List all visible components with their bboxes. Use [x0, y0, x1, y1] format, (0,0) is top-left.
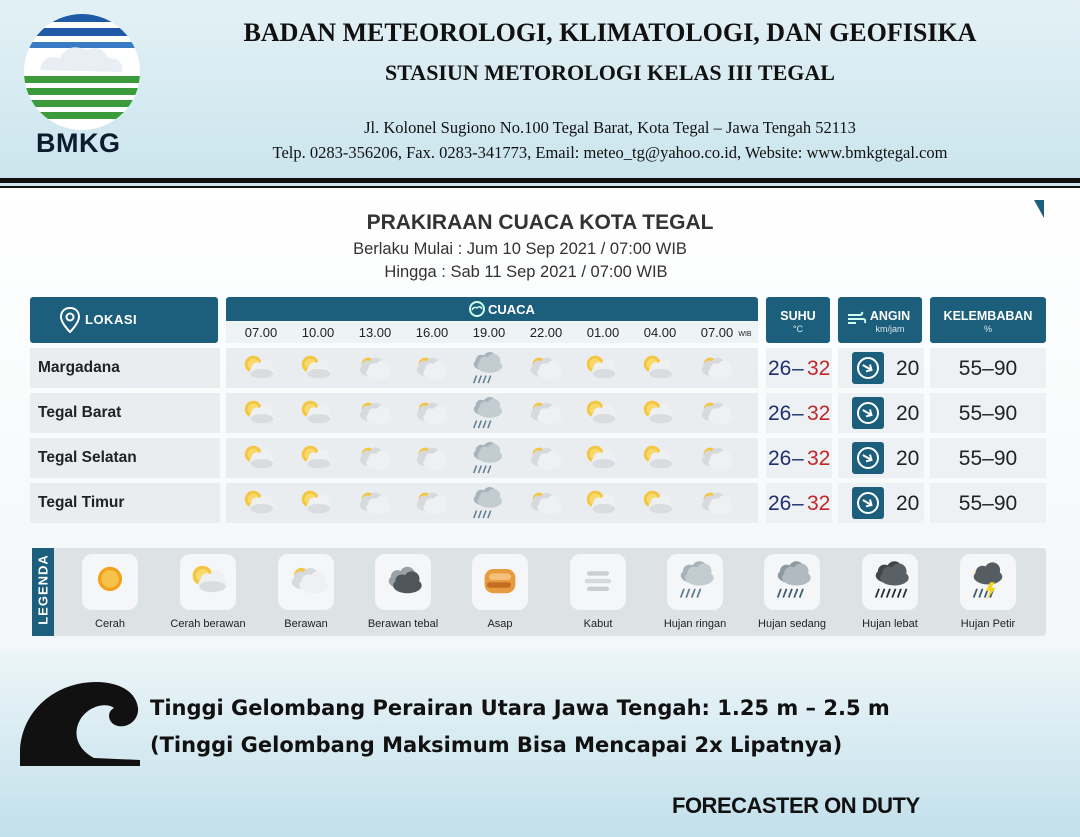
- berawan-tebal-icon: [375, 554, 431, 610]
- header-cuaca-label: CUACA: [488, 302, 535, 317]
- row-temperature: [766, 483, 832, 523]
- station-name: STASIUN METOROLOGI KELAS III TEGAL: [385, 60, 835, 85]
- berawan-icon: [694, 441, 734, 475]
- berawan-icon: [409, 441, 449, 475]
- wave-icon: [18, 676, 142, 768]
- wind-speed: 20: [896, 402, 920, 425]
- cerah-berawan-icon: [295, 396, 335, 430]
- valid-until: Hingga : Sab 11 Sep 2021 / 07:00 WIB: [384, 263, 668, 281]
- time-row: [226, 321, 758, 343]
- berawan-icon: [523, 441, 563, 475]
- cerah-berawan-icon: [238, 396, 278, 430]
- header-angin-unit: km/jam: [875, 324, 905, 334]
- location-name: Margadana: [38, 359, 120, 376]
- row-location: [30, 438, 220, 478]
- berawan-icon: [694, 351, 734, 385]
- temp-min: 26: [768, 447, 792, 470]
- letterhead: [0, 0, 1080, 178]
- cerah-berawan-icon: [295, 486, 335, 520]
- location-name: Tegal Timur: [38, 494, 125, 511]
- cerah-berawan-icon: [295, 351, 335, 385]
- hujan-petir-icon: [960, 554, 1016, 610]
- temp-max: 32: [807, 402, 831, 425]
- row-location: [30, 348, 220, 388]
- contact-info: Telp. 0283-356206, Fax. 0283-341773, Email: meteo_tg@yahoo.co.id, Website: www.bmkgtegal.com: [272, 143, 948, 162]
- berawan-icon: [694, 396, 734, 430]
- berawan-icon: [409, 351, 449, 385]
- row-wind: [838, 348, 924, 388]
- cerah-berawan-icon: [238, 486, 278, 520]
- berawan-icon: [352, 351, 392, 385]
- legend-label: Berawan tebal: [367, 618, 439, 630]
- cerah-berawan-icon: [238, 441, 278, 475]
- row-location: [30, 393, 220, 433]
- wave-max-note: (Tinggi Gelombang Maksimum Bisa Mencapai 2x Lipatnya): [150, 733, 843, 757]
- temp-max: 32: [807, 447, 831, 470]
- temp-separator: –: [792, 357, 804, 380]
- cerah-berawan-icon: [180, 554, 236, 610]
- time-label: 10.00: [301, 325, 335, 340]
- time-label: 19.00: [472, 325, 506, 340]
- berawan-icon: [523, 396, 563, 430]
- time-label: 22.00: [529, 325, 563, 340]
- legend-label: Hujan lebat: [862, 618, 918, 630]
- row-location: [30, 483, 220, 523]
- temp-separator: –: [792, 402, 804, 425]
- wind-speed: 20: [896, 447, 920, 470]
- row-wind: [838, 438, 924, 478]
- legend-label: Kabut: [583, 618, 613, 630]
- legend-tag-label: LEGENDA: [35, 554, 51, 625]
- header-lokasi: [30, 297, 218, 343]
- cerah-berawan-icon: [637, 351, 677, 385]
- weather-icon: [468, 300, 486, 318]
- berawan-icon: [352, 396, 392, 430]
- hujan-sedang-icon: [764, 554, 820, 610]
- hujan-ringan-icon: [667, 554, 723, 610]
- cerah-icon: [82, 554, 138, 610]
- cerah-berawan-icon: [637, 441, 677, 475]
- legend-label: Hujan Petir: [960, 618, 1016, 630]
- row-humidity: [930, 393, 1046, 433]
- cerah-berawan-icon: [637, 396, 677, 430]
- time-label: 16.00: [415, 325, 449, 340]
- row-temperature: [766, 348, 832, 388]
- address: Jl. Kolonel Sugiono No.100 Tegal Barat, Kota Tegal – Jawa Tengah 52113: [364, 118, 856, 137]
- temp-separator: –: [792, 447, 804, 470]
- hujan-ringan-icon: [466, 396, 506, 430]
- wind-direction-icon: [852, 487, 884, 519]
- row-temperature: [766, 393, 832, 433]
- temp-min: 26: [768, 492, 792, 515]
- time-label: 04.00: [643, 325, 677, 340]
- cerah-berawan-icon: [580, 396, 620, 430]
- legend-label: Hujan sedang: [758, 618, 826, 630]
- row-weather: [226, 348, 758, 388]
- legend-label: Hujan ringan: [663, 618, 727, 630]
- temp-separator: –: [792, 492, 804, 515]
- wind-direction-icon: [852, 442, 884, 474]
- row-weather: [226, 483, 758, 523]
- legend-label: Cerah berawan: [170, 618, 246, 630]
- berawan-icon: [409, 486, 449, 520]
- row-temperature: [766, 438, 832, 478]
- valid-from: Berlaku Mulai : Jum 10 Sep 2021 / 07:00 WIB: [353, 240, 687, 258]
- temp-max: 32: [807, 357, 831, 380]
- berawan-icon: [694, 486, 734, 520]
- row-wind: [838, 393, 924, 433]
- cerah-berawan-icon: [580, 441, 620, 475]
- time-label: 13.00: [358, 325, 392, 340]
- berawan-icon: [352, 441, 392, 475]
- header-suhu-label: SUHU: [780, 309, 816, 323]
- agency-name: BADAN METEOROLOGI, KLIMATOLOGI, DAN GEOFISIKA: [243, 18, 977, 47]
- humidity-value: 55–90: [958, 402, 1018, 425]
- cerah-berawan-icon: [238, 351, 278, 385]
- time-label: 01.00: [586, 325, 620, 340]
- logo-text: BMKG: [36, 128, 121, 158]
- temp-min: 26: [768, 357, 792, 380]
- asap-icon: [472, 554, 528, 610]
- forecast-title: PRAKIRAAN CUACA KOTA TEGAL: [366, 211, 714, 234]
- kabut-icon: [570, 554, 626, 610]
- header-divider: [0, 178, 1080, 183]
- legend-tag: [32, 548, 54, 636]
- cerah-berawan-icon: [295, 441, 335, 475]
- header-angin-label: ANGIN: [869, 309, 911, 323]
- legend-label: Cerah: [95, 618, 125, 630]
- row-wind: [838, 483, 924, 523]
- time-suffix: WIB: [738, 331, 752, 338]
- row-humidity: [930, 483, 1046, 523]
- header-kelembaban-unit: %: [983, 324, 992, 334]
- berawan-icon: [523, 351, 563, 385]
- time-label: 07.00: [244, 325, 278, 340]
- cerah-berawan-icon: [580, 351, 620, 385]
- humidity-value: 55–90: [958, 447, 1018, 470]
- berawan-icon: [278, 554, 334, 610]
- humidity-value: 55–90: [958, 492, 1018, 515]
- wind-speed: 20: [896, 492, 920, 515]
- legend-label: Berawan: [284, 618, 328, 630]
- location-name: Tegal Barat: [38, 404, 122, 421]
- wind-direction-icon: [852, 352, 884, 384]
- hujan-lebat-icon: [862, 554, 918, 610]
- header-suhu-unit: °C: [792, 324, 804, 334]
- header-lokasi-label: LOKASI: [85, 312, 138, 327]
- location-pin-icon: [60, 307, 80, 333]
- header-angin: [838, 297, 922, 343]
- row-weather: [226, 438, 758, 478]
- row-weather: [226, 393, 758, 433]
- time-label: 07.00: [700, 325, 734, 340]
- hujan-ringan-icon: [466, 441, 506, 475]
- header-suhu: [766, 297, 830, 343]
- hujan-ringan-icon: [466, 486, 506, 520]
- row-humidity: [930, 438, 1046, 478]
- forecaster-on-duty: FORECASTER ON DUTY: [672, 793, 920, 818]
- row-humidity: [930, 348, 1046, 388]
- temp-min: 26: [768, 402, 792, 425]
- hujan-ringan-icon: [466, 351, 506, 385]
- cerah-berawan-icon: [637, 486, 677, 520]
- berawan-icon: [523, 486, 563, 520]
- header-kelembaban: [930, 297, 1046, 343]
- humidity-value: 55–90: [958, 357, 1018, 380]
- wind-speed: 20: [896, 357, 920, 380]
- wave-height: Tinggi Gelombang Perairan Utara Jawa Tengah: 1.25 m – 2.5 m: [150, 696, 890, 720]
- header-cuaca: [226, 297, 758, 321]
- berawan-icon: [352, 486, 392, 520]
- wind-direction-icon: [852, 397, 884, 429]
- header-kelembaban-label: KELEMBABAN: [943, 309, 1033, 323]
- temp-max: 32: [807, 492, 831, 515]
- legend-label: Asap: [487, 618, 513, 630]
- location-name: Tegal Selatan: [38, 449, 137, 466]
- cerah-berawan-icon: [580, 486, 620, 520]
- berawan-icon: [409, 396, 449, 430]
